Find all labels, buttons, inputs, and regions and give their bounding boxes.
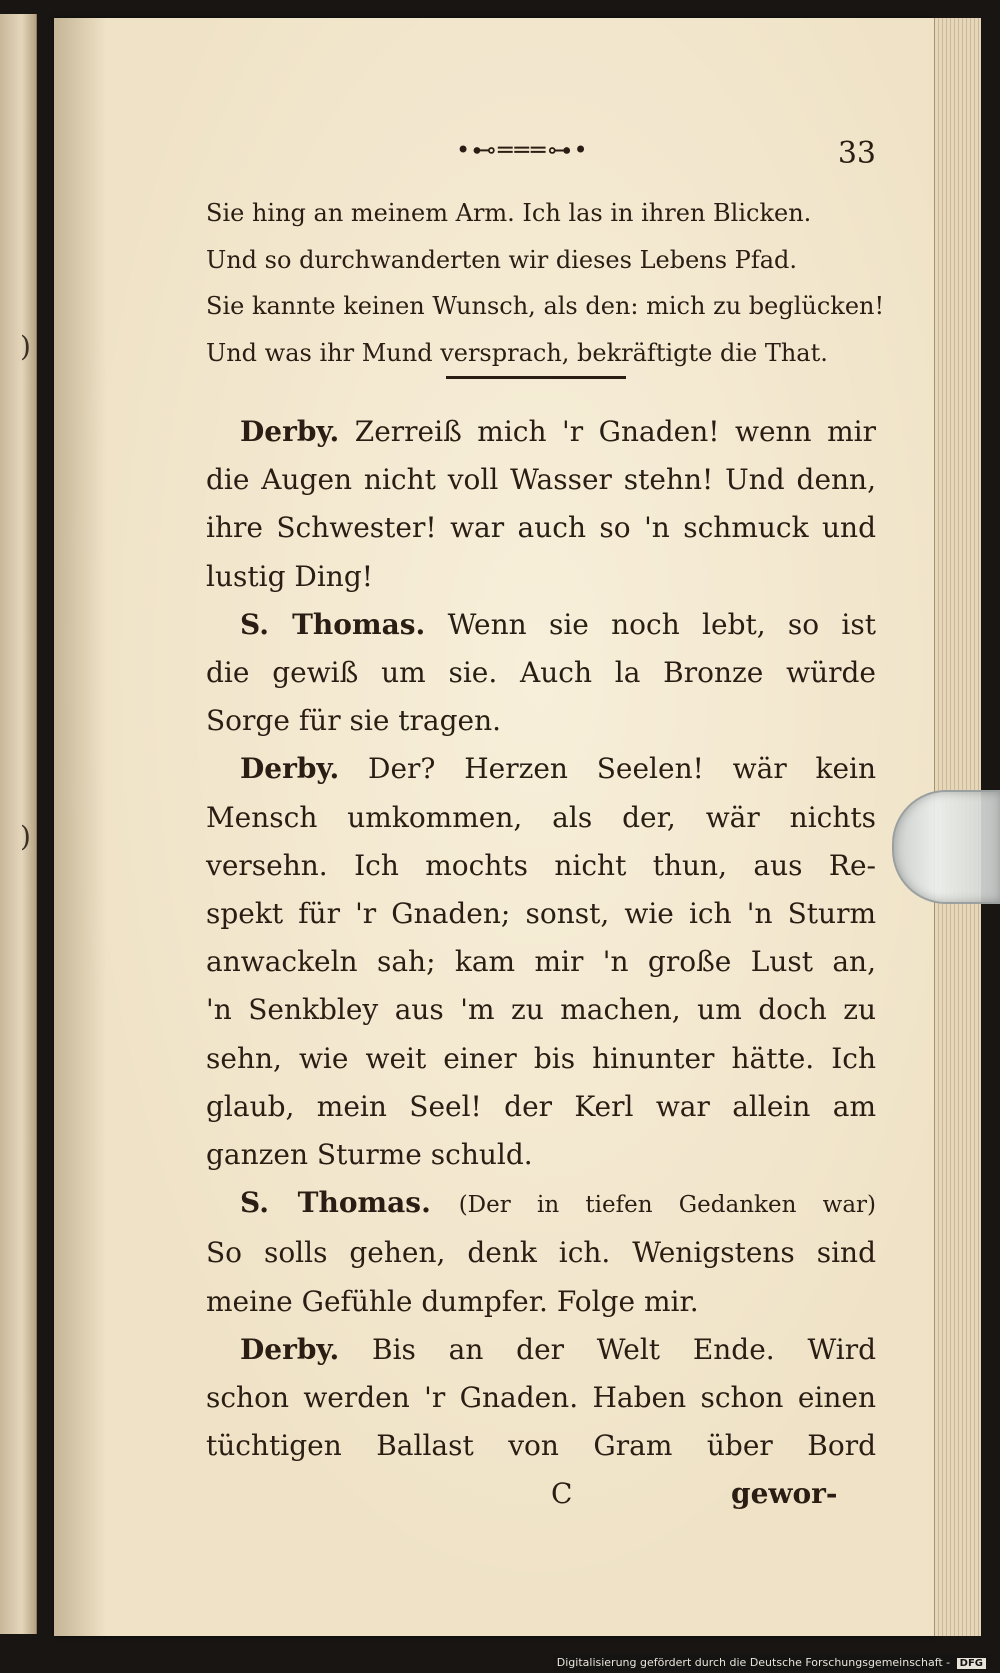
poem-line: Und was ihr Mund versprach, bekräftigte die That. (206, 338, 828, 367)
poem-line: Und so durchwanderten wir dieses Lebens Pfad. (206, 245, 798, 274)
book-page (54, 18, 934, 1636)
speaker-name: Derby. (240, 415, 340, 448)
dfg-logo: DFG (957, 1658, 986, 1669)
poem-stanza (206, 190, 885, 376)
speech-line: spekt für 'r Gnaden; sonst, wie ich 'n Sturm (206, 897, 876, 931)
speech-line: glaub, mein Seel! der Kerl war allein am (206, 1089, 876, 1123)
speech-line: ihre Schwester! war auch so 'n schmuck und (206, 511, 876, 545)
speech-line: ganzen Sturme schuld. (206, 1138, 533, 1172)
speech-line: tüchtigen Ballast von Gram über Bord (206, 1429, 876, 1463)
speech-line: die gewiß um sie. Auch la Bronze würde (206, 656, 876, 690)
speech-line: sehn, wie weit einer bis hinunter hätte. Ich (206, 1041, 876, 1075)
dialogue (206, 408, 876, 1518)
speech-line: die Augen nicht voll Wasser stehn! Und denn, (206, 463, 876, 497)
speech-line: Sorge für sie tragen. (206, 704, 502, 738)
speech-line: anwackeln sah; kam mir 'n große Lust an, (206, 945, 876, 979)
speech-line: versehn. Ich mochts nicht thun, aus Re- (206, 848, 876, 882)
speech-line (206, 1179, 876, 1229)
header-ornament: •⊷═══⊶• (456, 136, 590, 164)
section-divider (446, 376, 626, 379)
speech-text: Bis an der Welt Ende. Wird (372, 1332, 876, 1366)
credit-text: Digitalisierung gefördert durch die Deutsche Forschungsgemeinschaft - (556, 1656, 951, 1669)
page-number: 33 (837, 136, 876, 171)
speech-text: Zerreiß mich 'r Gnaden! wenn mir (354, 415, 876, 448)
catchline (206, 1470, 876, 1518)
speech-line: So solls gehen, denk ich. Wenigstens sind (206, 1236, 876, 1270)
speech-line: lustig Ding! (206, 559, 374, 593)
speaker-name: Derby. (240, 1332, 340, 1366)
page-clip (892, 790, 1000, 904)
speech-line: Mensch umkommen, als der, wär nichts (206, 800, 876, 834)
facing-page-mark: ) (20, 330, 31, 363)
facing-page-mark: ) (20, 820, 31, 853)
catchword: gewor- (731, 1477, 838, 1511)
speech-line (206, 1326, 876, 1374)
signature-mark: C (551, 1477, 573, 1511)
speech-line: 'n Senkbley aus 'm zu machen, um doch zu (206, 993, 876, 1027)
speech-line (206, 745, 876, 793)
speech-line (206, 408, 876, 456)
speech-line: meine Gefühle dumpfer. Folge mir. (206, 1284, 699, 1318)
facing-page-edge (0, 14, 37, 1634)
speech-line: schon werden 'r Gnaden. Haben schon einen (206, 1381, 876, 1415)
stage-direction: (Der in tiefen Gedanken war) (458, 1192, 877, 1219)
poem-line: Sie kannte keinen Wunsch, als den: mich zu beglücken! (206, 292, 885, 320)
digitization-credit (553, 1654, 990, 1671)
poem-line: Sie hing an meinem Arm. Ich las in ihren Blicken. (206, 199, 812, 227)
speech-line (206, 601, 876, 649)
speech-text: Wenn sie noch lebt, so ist (447, 607, 877, 641)
speaker-name: Derby. (240, 752, 340, 786)
speaker-name: S. Thomas. (240, 1186, 431, 1220)
speaker-name: S. Thomas. (240, 607, 426, 641)
speech-text: Der? Herzen Seelen! wär kein (368, 752, 877, 786)
